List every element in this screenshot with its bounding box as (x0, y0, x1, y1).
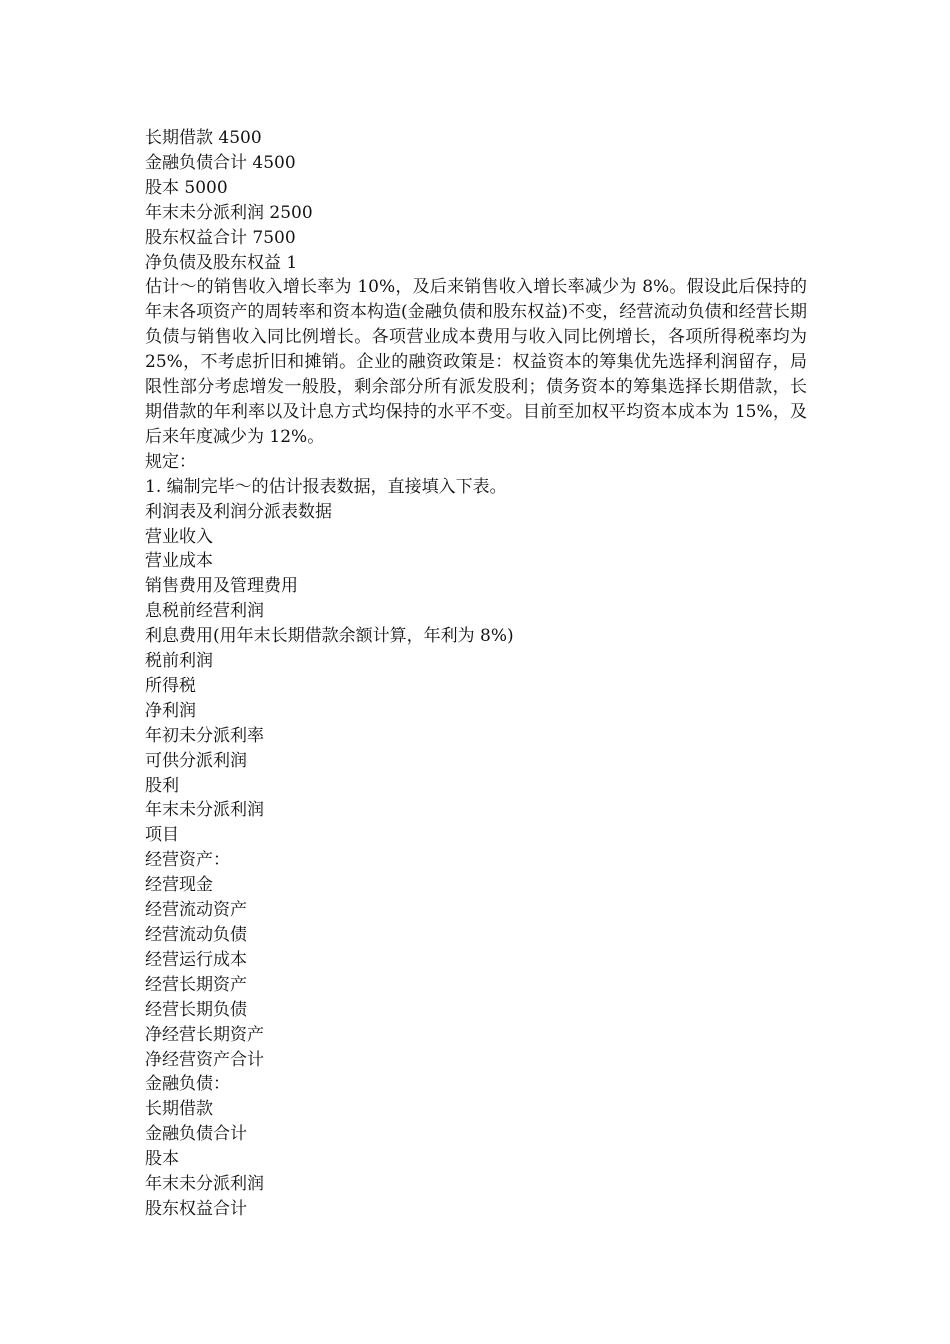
bottom-lines (145, 450, 807, 1222)
text-line-top-4: 年末未分派利润 2500 (145, 202, 313, 223)
text-line-6: 销售费用及管理费用 (145, 576, 298, 597)
text-line-13: 可供分派利润 (145, 750, 247, 771)
text-line-14: 股利 (145, 775, 179, 796)
text-line-24: 净经营长期资产 (145, 1024, 264, 1045)
text-line-5: 营业成本 (145, 551, 213, 572)
text-line-26: 金融负债： (145, 1074, 230, 1095)
text-line-1: 规定： (145, 451, 196, 472)
text-line-17: 经营资产： (145, 850, 230, 871)
text-line-27: 长期借款 (145, 1099, 213, 1120)
text-line-9: 税前利润 (145, 651, 213, 672)
text-line-3: 利润表及利润分派表数据 (145, 501, 332, 522)
text-line-top-2: 金融负债合计 4500 (145, 152, 296, 173)
text-line-31: 股东权益合计 (145, 1198, 247, 1219)
top-lines (145, 126, 807, 275)
text-line-top-6: 净负债及股东权益 1 (145, 252, 298, 273)
text-line-22: 经营长期资产 (145, 974, 247, 995)
text-line-23: 经营长期负债 (145, 999, 247, 1020)
text-line-19: 经营流动资产 (145, 900, 247, 921)
text-line-12: 年初未分派利率 (145, 725, 264, 746)
text-line-16: 项目 (145, 825, 179, 846)
text-line-2: 1. 编制完毕～的估计报表数据，直接填入下表。 (145, 476, 507, 497)
text-line-top-5: 股东权益合计 7500 (145, 227, 296, 248)
text-line-20: 经营流动负债 (145, 925, 247, 945)
assumption-paragraph: 估计～的销售收入增长率为 10%，及后来销售收入增长率减少为 8%。假设此后保持的年末各项资产的周转率和资本构造(金融负债和股东权益)不变，经营流动负债和经营长期负债与销售收入同比例增长。各项营业成本费用与收入同比例增长，各项所得税率均为 25%，不考虑折旧和摊销。企业的融资政策是：权益资本的筹集优先选择利润留存，局限性部分考虑增发一般股，剩余部分所有派发股利；债务资本的筹集选择长期借款，长期借款的年利率以及计息方式均保持的水平不变。目前至加权平均资本成本为 15%，及后来年度减少为 12%。 (145, 277, 807, 447)
text-line-18: 经营现金 (145, 875, 213, 896)
text-line-8: 利息费用(用年末长期借款余额计算，年利为 8%) (145, 626, 514, 647)
text-line-7: 息税前经营利润 (145, 601, 264, 622)
text-line-11: 净利润 (145, 700, 196, 721)
text-line-10: 所得税 (145, 675, 196, 696)
text-line-15: 年末未分派利润 (145, 800, 264, 821)
document-page (145, 126, 807, 1222)
text-line-4: 营业收入 (145, 526, 213, 547)
text-line-28: 金融负债合计 (145, 1124, 247, 1145)
text-line-top-1: 长期借款 4500 (145, 128, 262, 148)
text-line-25: 净经营资产合计 (145, 1049, 264, 1070)
text-line-21: 经营运行成本 (145, 949, 247, 970)
text-line-top-3: 股本 5000 (145, 177, 228, 198)
text-line-29: 股本 (145, 1149, 179, 1170)
text-line-30: 年末未分派利润 (145, 1174, 264, 1195)
